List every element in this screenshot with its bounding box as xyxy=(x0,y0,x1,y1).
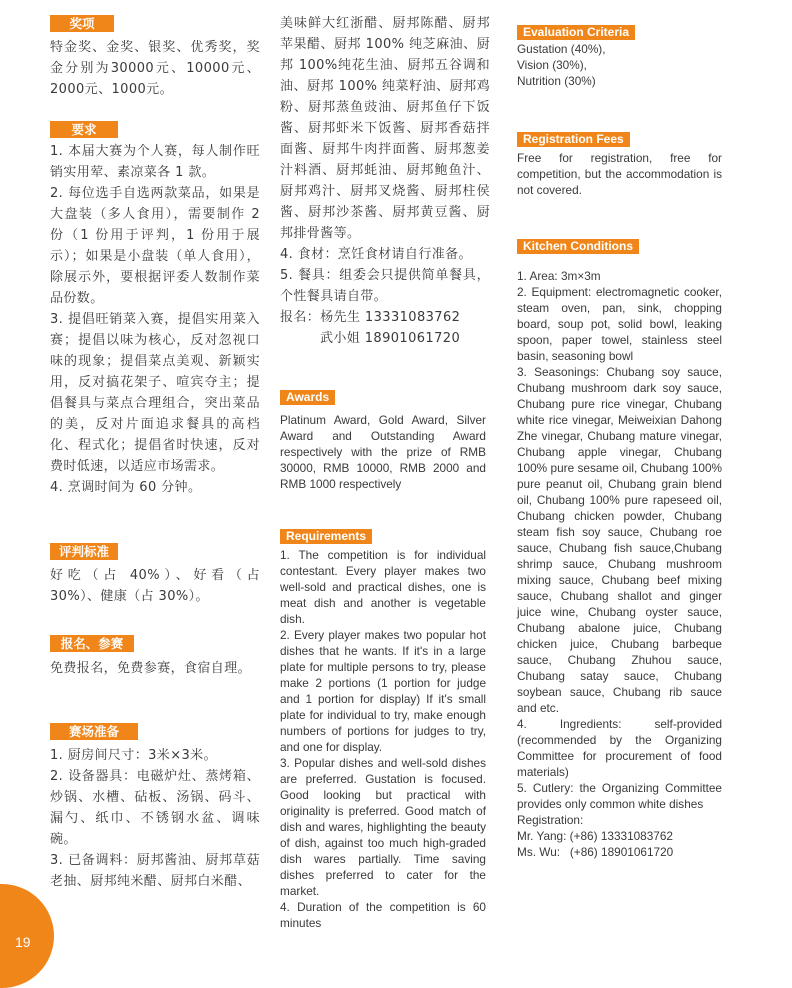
kitchen-item-en: 2. Equipment: electromagnetic cooker, steam oven, pan, sink, chopping board, soup pot, solid bowl, leaking spoon, paper towel, stainless steel basin, seasoning bowl xyxy=(517,285,722,363)
criteria-heading-cn: 评判标准 xyxy=(50,543,118,560)
requirement-item-cn: 4. 烹调时间为 60 分钟。 xyxy=(50,480,202,495)
requirements-heading-cn: 要求 xyxy=(50,121,118,138)
evaluation-item-en: Vision (30%), xyxy=(517,58,587,72)
kitchen-item-en: Registration: xyxy=(517,813,584,827)
contact-line-cn: 报名：杨先生 13331083762 xyxy=(280,310,461,325)
venue-item-cn: 3. 已备调料：厨邦酱油、厨邦草菇老抽、厨邦纯米醋、厨邦白米醋、 xyxy=(50,853,260,889)
requirement-item-en: 3. Popular dishes and well-sold dishes are preferred. Gustation is focused. Good looking but practical with originality is preferred. Good match of dish and wares, highlighting the beauty of dish, against too much high-graded dish wares partially. Time saving dishes preferred to cater for the market. xyxy=(280,756,486,898)
requirements-list-en xyxy=(280,547,486,931)
registration-text-cn: 免费报名，免费参赛，食宿自理。 xyxy=(50,661,252,676)
evaluation-item-en: Gustation (40%), xyxy=(517,42,606,56)
requirement-item-cn: 1. 本届大赛为个人赛，每人制作旺销实用荤、素凉菜各 1 款。 xyxy=(50,144,260,180)
fees-text-en: Free for registration, free for competition, but the accommodation is not covered. xyxy=(517,151,722,197)
kitchen-heading-en: Kitchen Conditions xyxy=(517,239,639,254)
kitchen-item-en: 4. Ingredients: self-provided (recommended by the Organizing Committee for procurement of food materials) xyxy=(517,717,722,779)
awards-text-en: Platinum Award, Gold Award, Silver Award and Outstanding Award respectively with the prize of RMB 30000, RMB 10000, RMB 2000 and RMB 1000 respectively xyxy=(280,413,486,491)
kitchen-item-en: 5. Cutlery: the Organizing Committee provides only common white dishes xyxy=(517,781,722,811)
awards-text-cn: 特金奖、金奖、银奖、优秀奖，奖金分别为30000元、10000元、2000元、1000元。 xyxy=(50,40,260,97)
criteria-text-cn: 好吃（占 40%）、好看（占 30%）、健康（占 30%）。 xyxy=(50,568,260,604)
requirement-item-en: 4. Duration of the competition is 60 minutes xyxy=(280,900,486,930)
seasonings-text-cn: 美味鲜大红浙醋、厨邦陈醋、厨邦苹果醋、厨邦 100% 纯芝麻油、厨邦 100%纯花生油、厨邦五谷调和油、厨邦 100% 纯菜籽油、厨邦鸡粉、厨邦蒸鱼豉油、厨邦鱼仔下饭酱、厨邦虾米下饭酱、厨邦香菇拌面酱、厨邦牛肉拌面酱、厨邦葱姜汁料酒、厨邦蚝油、厨邦鲍鱼汁、厨邦鸡汁、厨邦叉烧酱、厨邦柱侯酱、厨邦沙茶酱、厨邦黄豆酱、厨邦排骨酱等。 xyxy=(280,16,490,241)
food-item-cn: 4. 食材：烹饪食材请自行准备。 xyxy=(280,247,472,262)
seasonings-continued-cn xyxy=(280,13,490,349)
registration-heading-cn: 报名、参赛 xyxy=(50,635,134,652)
venue-item-cn: 1. 厨房间尺寸：3米×3米。 xyxy=(50,748,217,763)
fees-heading-en: Registration Fees xyxy=(517,132,630,147)
venue-heading-cn: 赛场准备 xyxy=(50,723,138,740)
contact-line-en: Mr. Yang: (+86) 13331083762 xyxy=(517,829,673,843)
page-number: 19 xyxy=(15,934,31,950)
cutlery-item-cn: 5. 餐具：组委会只提供简单餐具，个性餐具请自带。 xyxy=(280,268,490,304)
evaluation-item-en: Nutrition (30%) xyxy=(517,74,596,88)
awards-heading-en: Awards xyxy=(280,390,335,405)
contact-line-cn: 武小姐 18901061720 xyxy=(320,331,461,346)
venue-item-cn: 2. 设备器具：电磁炉灶、蒸烤箱、炒锅、水槽、砧板、汤锅、码斗、漏勺、纸巾、不锈钢水盆、调味碗。 xyxy=(50,769,260,847)
venue-list-cn xyxy=(50,745,260,892)
evaluation-list-en xyxy=(517,41,722,89)
requirement-item-en: 2. Every player makes two popular hot dishes that he wants. If it's in a large plate for multiple persons to try, please make 2 portions (1 portion for judge and 1 portion for display) If it's small plate for individual to try, make enough numbers of portions for judges to try, and one for display. xyxy=(280,628,486,754)
requirement-item-cn: 3. 提倡旺销菜入赛，提倡实用菜入赛；提倡以味为核心，反对忽视口味的现象；提倡菜点美观、新颖实用，反对搞花架子、喧宾夺主；提倡餐具与菜点合理组合，突出菜品的美，反对片面追求餐具的高档化、程式化；提倡省时快速，反对费时低速，以适应市场需求。 xyxy=(50,312,260,474)
evaluation-heading-en: Evaluation Criteria xyxy=(517,25,635,40)
awards-heading-cn: 奖项 xyxy=(50,15,114,32)
requirements-list-cn xyxy=(50,141,260,498)
kitchen-item-en: 3. Seasonings: Chubang soy sauce, Chubang mushroom dark soy sauce, Chubang pure rice vinegar, Chubang white rice vinegar, Meiweixian Dahong Zhe vinegar, Chubang mature vinegar, Chubang apple vinegar, Chubang 100% pure sesame oil, Chubang 100% pure peanut oil, Chubang grain blend oil, Chubang 100% pure rapeseed oil, Chubang chicken powder, Chubang steam fish soy sauce, Chubang roe sauce, Chubang fish sauce,Chubang shrimp sauce, Chubang mushroom mixing sauce, Chubang beef mixing sauce, Chubang shallot and ginger juice wine, Chubang oyster sauce, Chubang abalone juice, Chubang chicken juice, Chubang barbeque sauce, Chubang Zhuhou sauce, Chubang satay sauce, Chubang soybean sauce, Chubang rib sauce and etc. xyxy=(517,365,722,715)
contact-line-en: Ms. Wu: (+86) 18901061720 xyxy=(517,845,674,859)
requirement-item-en: 1. The competition is for individual contestant. Every player makes two well-sold and practical dishes, one is meat dish and another is vegetable dish. xyxy=(280,548,486,626)
requirements-heading-en: Requirements xyxy=(280,529,372,544)
kitchen-list-en xyxy=(517,268,722,860)
kitchen-item-en: 1. Area: 3m×3m xyxy=(517,269,601,283)
requirement-item-cn: 2. 每位选手自选两款菜品，如果是大盘装（多人食用），需要制作 2 份（1 份用于评判，1 份用于展示）；如果是小盘装（单人食用），除展示外，要根据评委人数制作菜品份数。 xyxy=(50,186,260,306)
